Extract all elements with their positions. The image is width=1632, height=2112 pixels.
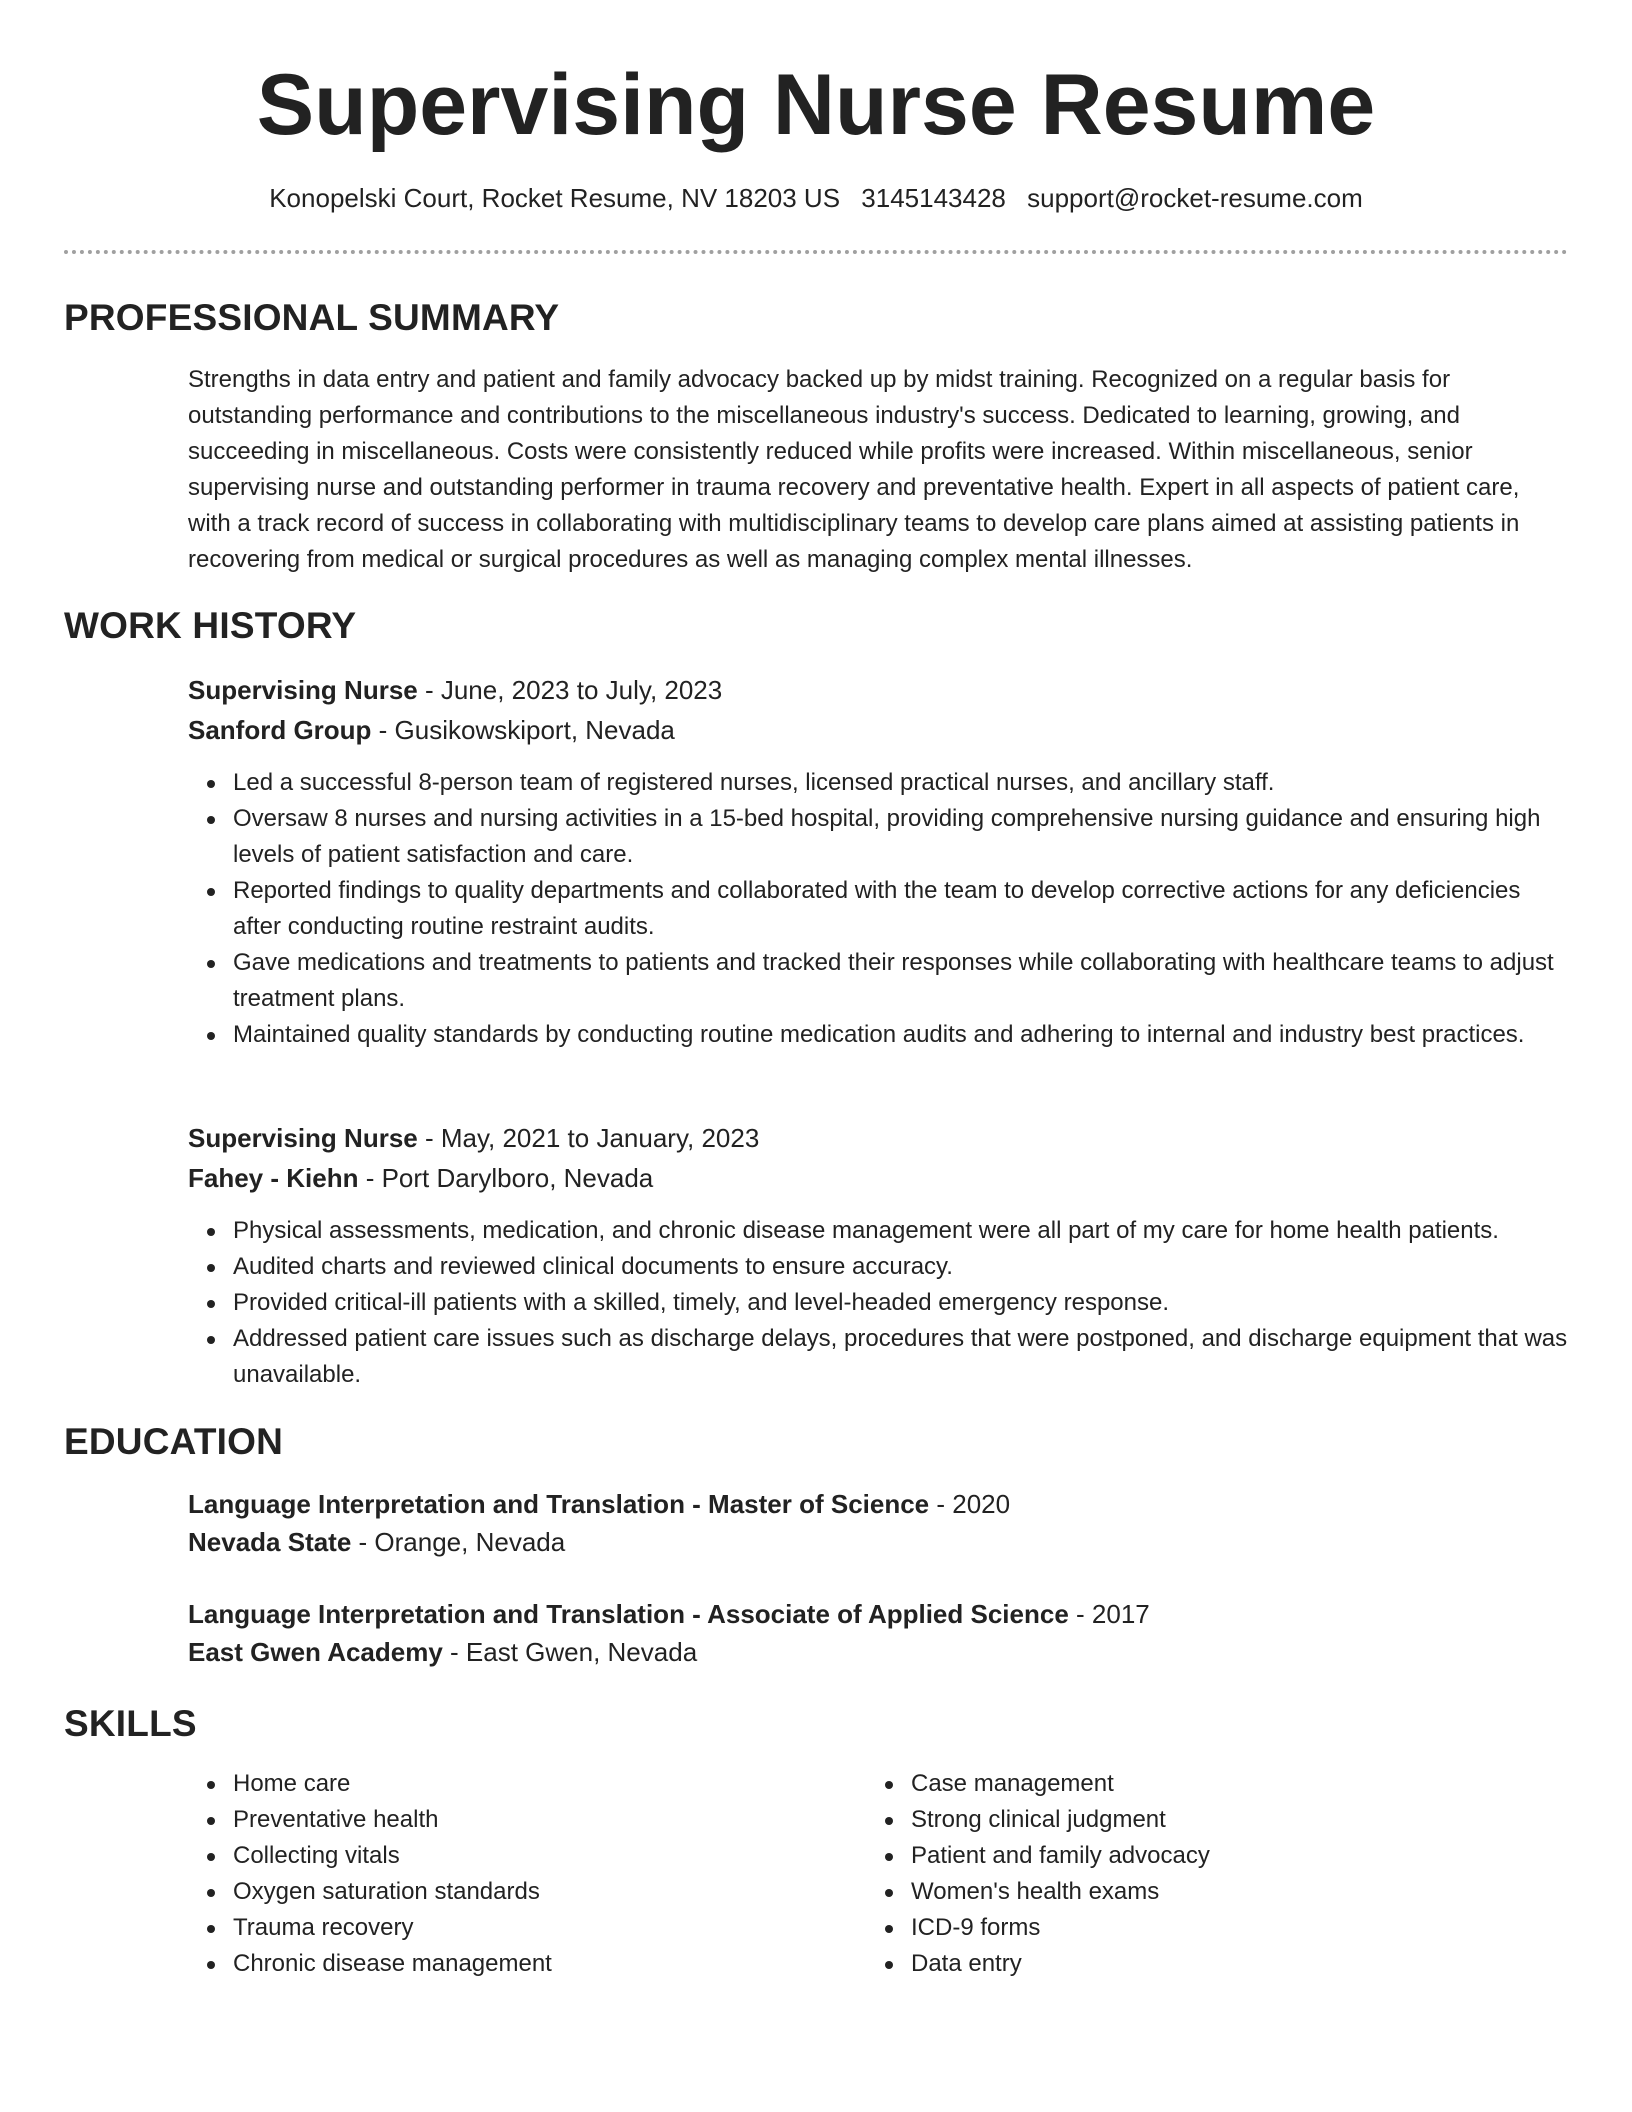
education-2-degree-line (188, 1596, 1568, 1632)
job-1-title-line (188, 672, 1568, 708)
list-item: Collecting vitals (188, 1838, 848, 1874)
education-2-location: - East Gwen, Nevada (442, 1637, 698, 1667)
summary-heading: PROFESSIONAL SUMMARY (64, 297, 560, 338)
list-item: Led a successful 8-person team of registered nurses, licensed practical nurses, and ancillary staff. (188, 765, 1568, 801)
list-item: Gave medications and treatments to patients and tracked their responses while collaborating with healthcare teams to adjust treatment plans. (188, 945, 1568, 1017)
list-item: Data entry (866, 1946, 1566, 1982)
job-1-role: Supervising Nurse (188, 675, 418, 705)
job-1-company-line (188, 712, 1568, 748)
list-item: Oxygen saturation standards (188, 1874, 848, 1910)
skills-heading: SKILLS (64, 1703, 197, 1744)
list-item: Women's health exams (866, 1874, 1566, 1910)
education-1-degree-line (188, 1486, 1568, 1522)
education-2-school-line (188, 1634, 1568, 1670)
summary-text: Strengths in data entry and patient and family advocacy backed up by midst training. Recognized on a regular basis for outstanding performance and contributions to the miscellaneous industry's success. Dedicated to learning, growing, and succeeding in miscellaneous. Costs were consistently reduced while profits were increased. Within miscellaneous, senior supervising nurse and outstanding performer in trauma recovery and preventative health. Expert in all aspects of patient care, with a track record of success in collaborating with multidisciplinary teams to develop care plans aimed at assisting patients in recovering from medical or surgical procedures as well as managing complex mental illnesses. (188, 366, 1520, 573)
education-2-school: East Gwen Academy (188, 1637, 443, 1667)
job-1-company: Sanford Group (188, 715, 372, 745)
contact-address: Konopelski Court, Rocket Resume, NV 18203 US (269, 183, 841, 213)
job-2-company: Fahey - Kiehn (188, 1163, 359, 1193)
list-item: Audited charts and reviewed clinical documents to ensure accuracy. (188, 1249, 1568, 1285)
contact-phone: 3145143428 (861, 183, 1006, 213)
list-item: Maintained quality standards by conducting routine medication audits and adhering to internal and industry best practices. (188, 1017, 1568, 1053)
education-2-year: - 2017 (1068, 1599, 1150, 1629)
job-2-dates: - May, 2021 to January, 2023 (417, 1123, 760, 1153)
list-item: Addressed patient care issues such as discharge delays, procedures that were postponed, and discharge equipment that was unavailable. (188, 1321, 1568, 1393)
job-1-dates: - June, 2023 to July, 2023 (417, 675, 723, 705)
job-1-duties (188, 765, 1568, 1053)
work-history-heading: WORK HISTORY (64, 605, 357, 646)
education-1-school: Nevada State (188, 1527, 352, 1557)
education-2-degree: Language Interpretation and Translation - Associate of Applied Science (188, 1599, 1069, 1629)
education-1-school-line (188, 1524, 1568, 1560)
job-2-location: - Port Darylboro, Nevada (358, 1163, 654, 1193)
job-1-location: - Gusikowskiport, Nevada (371, 715, 675, 745)
education-1-location: - Orange, Nevada (351, 1527, 566, 1557)
job-2-company-line (188, 1160, 1568, 1196)
education-heading: EDUCATION (64, 1421, 283, 1462)
contact-line (0, 180, 1632, 216)
list-item: Case management (866, 1766, 1566, 1802)
education-1-degree: Language Interpretation and Translation - Master of Science (188, 1489, 930, 1519)
list-item: Reported findings to quality departments and collaborated with the team to develop corrective actions for any deficiencies after conducting routine restraint audits. (188, 873, 1568, 945)
resume-title: Supervising Nurse Resume (256, 57, 1376, 153)
header-divider (64, 250, 1568, 254)
list-item: Patient and family advocacy (866, 1838, 1566, 1874)
list-item: Home care (188, 1766, 848, 1802)
job-2-duties (188, 1213, 1568, 1393)
education-1-year: - 2020 (929, 1489, 1011, 1519)
skills-list-left (188, 1766, 848, 1982)
list-item: Provided critical-ill patients with a skilled, timely, and level-headed emergency response. (188, 1285, 1568, 1321)
skills-list-right (866, 1766, 1566, 1982)
list-item: ICD-9 forms (866, 1910, 1566, 1946)
list-item: Trauma recovery (188, 1910, 848, 1946)
job-2-title-line (188, 1120, 1568, 1156)
list-item: Strong clinical judgment (866, 1802, 1566, 1838)
contact-email[interactable]: support@rocket-resume.com (1027, 183, 1363, 213)
job-2-role: Supervising Nurse (188, 1123, 418, 1153)
list-item: Physical assessments, medication, and chronic disease management were all part of my care for home health patients. (188, 1213, 1568, 1249)
list-item: Oversaw 8 nurses and nursing activities in a 15-bed hospital, providing comprehensive nursing guidance and ensuring high levels of patient satisfaction and care. (188, 801, 1568, 873)
list-item: Preventative health (188, 1802, 848, 1838)
list-item: Chronic disease management (188, 1946, 848, 1982)
